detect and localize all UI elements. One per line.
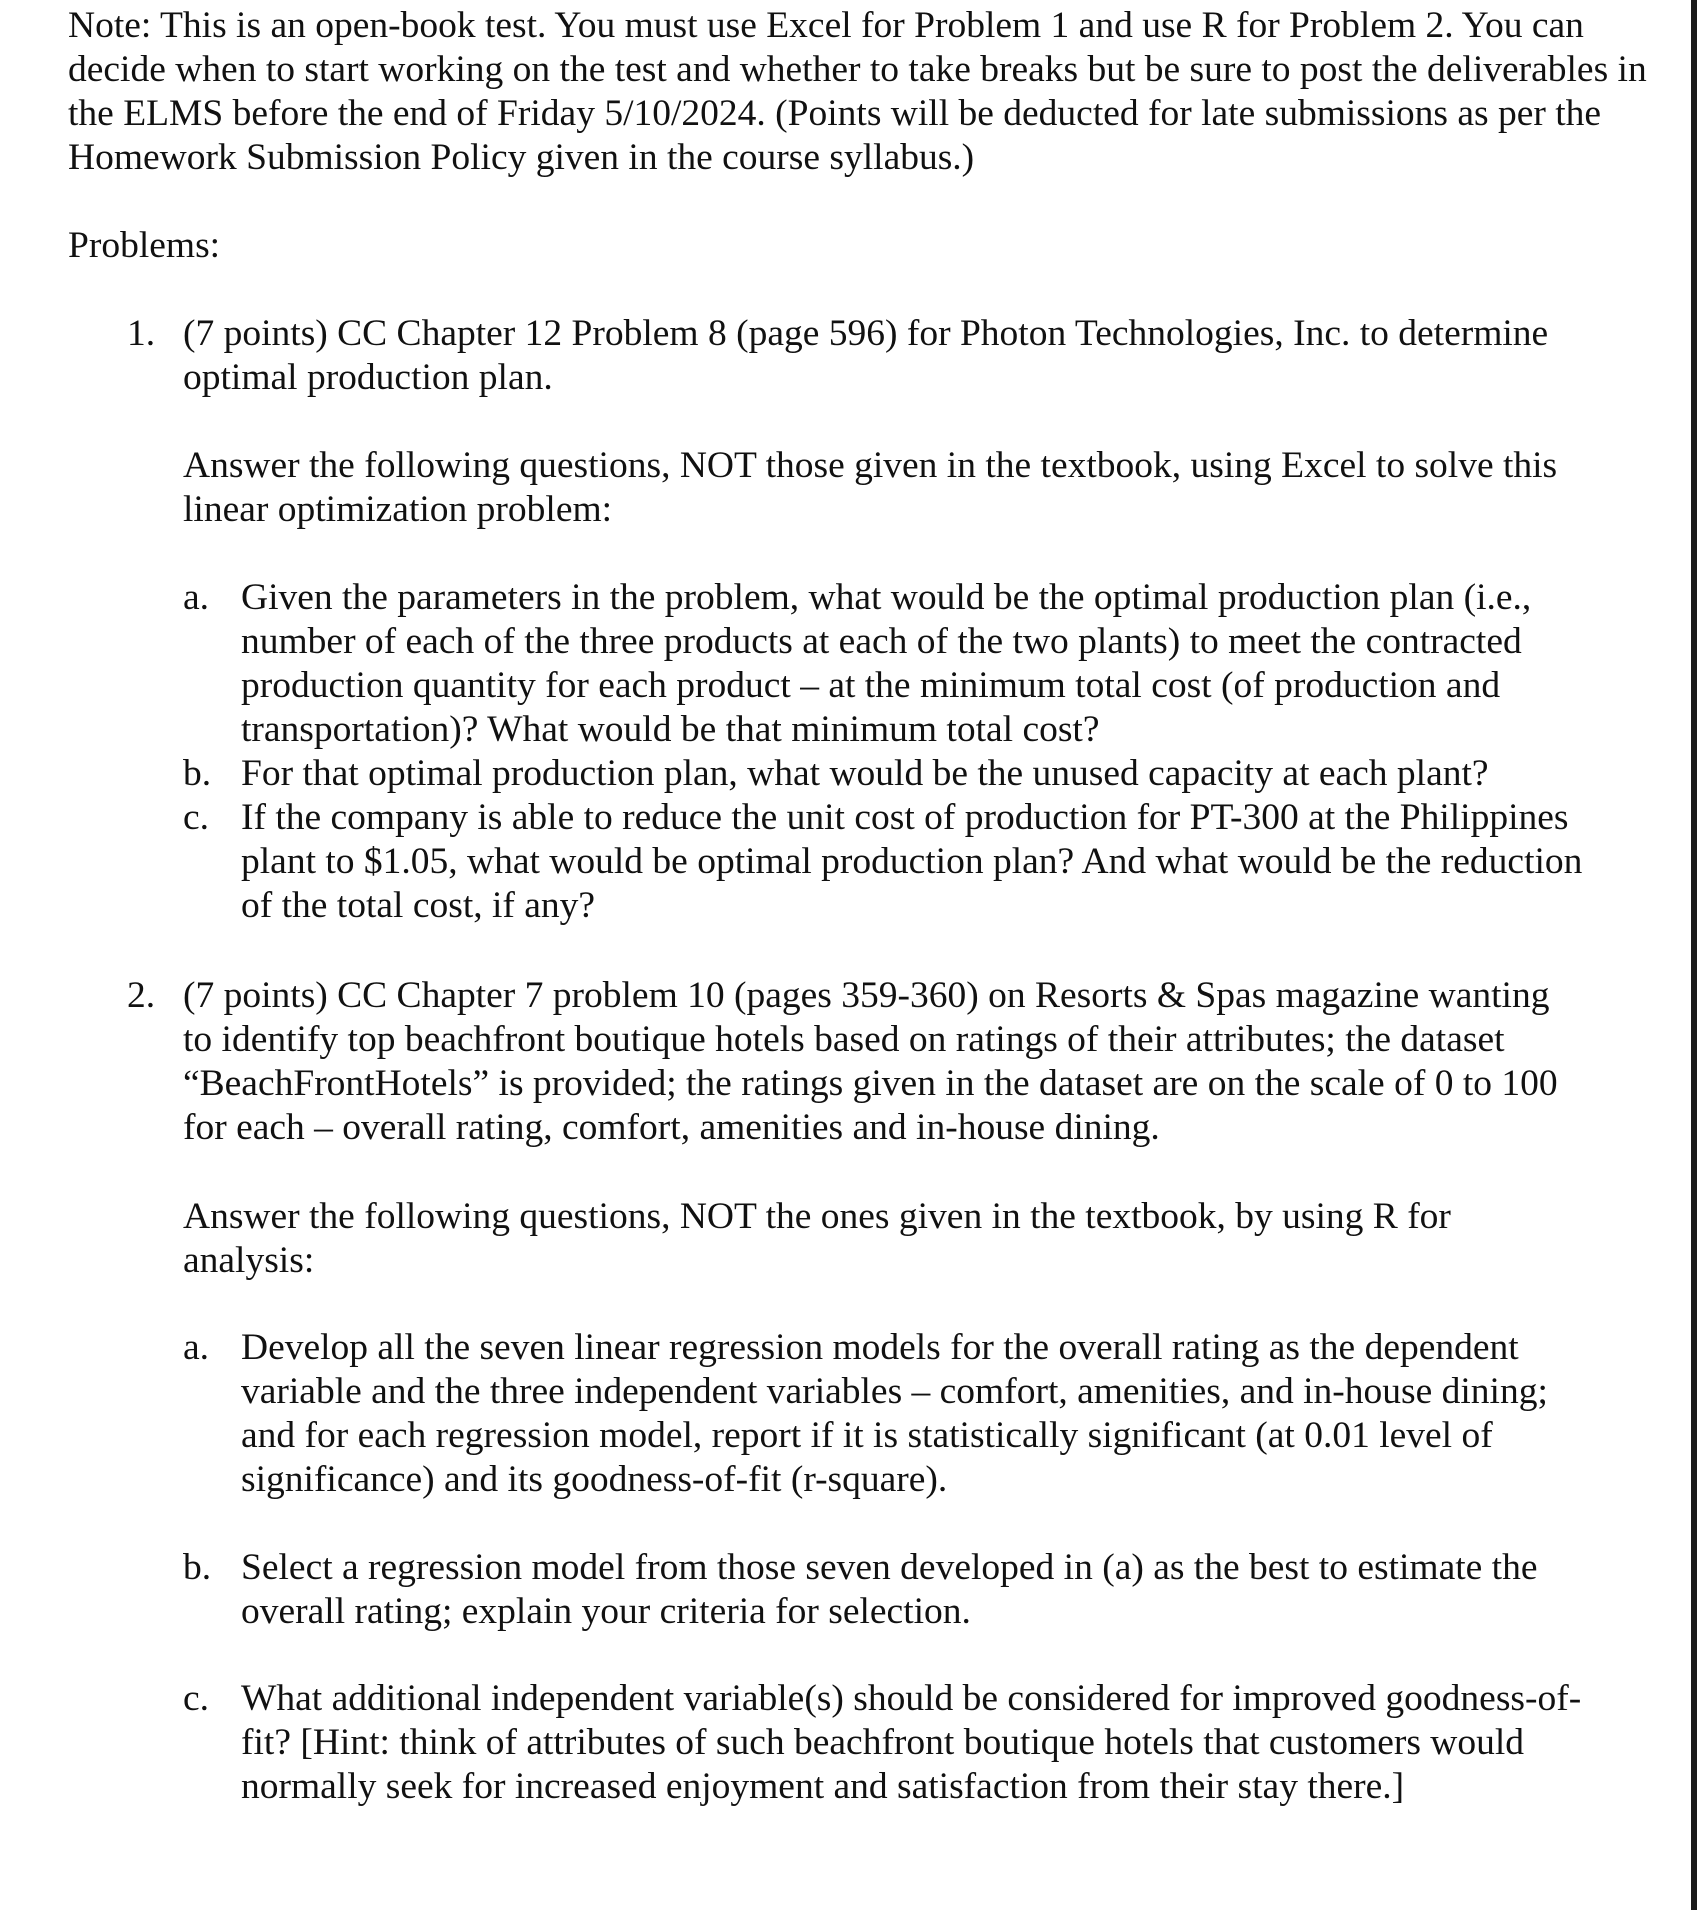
- problem-1-item-c-label: c.: [183, 797, 210, 838]
- problem-1-item-a-label: a.: [183, 577, 210, 618]
- problem-2-text: (7 points) CC Chapter 7 problem 10 (pages 359-360) on Resorts & Spas magazine wanting to identify top beachfront boutique hotels based on ratings of their attributes; the dataset “BeachFrontHotels” is provided; the ratings given in the dataset are on the scale of 0 to 100 for each – overall rating, comfort, amenities and in-house dining.: [183, 975, 1558, 1148]
- problem-1-instruction: Answer the following questions, NOT those given in the textbook, using Excel to solve this linear optimization problem:: [183, 445, 1558, 530]
- problem-1-item-b-label: b.: [183, 753, 212, 794]
- page-edge-border: [1691, 0, 1697, 1910]
- problem-2-item-b-label: b.: [183, 1547, 212, 1588]
- problem-2-number: 2.: [127, 975, 156, 1016]
- problem-2-item-c-text: What additional independent variable(s) should be considered for improved goodness-of-fit? [Hint: think of attributes of such beachfront boutique hotels that customers would normally seek for increased enjoyment and satisfaction from their stay there.]: [241, 1678, 1582, 1807]
- problem-1-number: 1.: [127, 313, 156, 354]
- problem-2-item-b-text: Select a regression model from those seven developed in (a) as the best to estimate the overall rating; explain your criteria for selection.: [241, 1547, 1538, 1632]
- problem-2-item-a-text: Develop all the seven linear regression models for the overall rating as the dependent variable and the three independent variables – comfort, amenities, and in-house dining; and for each regression model, report if it is statistically significant (at 0.01 level of significance) and its goodness-of-fit (r-square).: [241, 1327, 1548, 1500]
- problem-1-item-a-text: Given the parameters in the problem, what would be the optimal production plan (i.e., number of each of the three products at each of the two plants) to meet the contracted production quantity for each product – at the minimum total cost (of production and transportation)? What would be that minimum total cost?: [241, 577, 1532, 750]
- problem-2-item-a-label: a.: [183, 1327, 210, 1368]
- note-paragraph: Note: This is an open-book test. You must use Excel for Problem 1 and use R for Problem 2. You can decide when to start working on the test and whether to take breaks but be sure to post the deliverables in the ELMS before the end of Friday 5/10/2024. (Points will be deducted for late submissions as per the Homework Submission Policy given in the course syllabus.): [68, 5, 1647, 178]
- problems-heading: Problems:: [68, 225, 221, 266]
- problem-1-text: (7 points) CC Chapter 12 Problem 8 (page 596) for Photon Technologies, Inc. to determine optimal production plan.: [183, 313, 1549, 398]
- problem-1-item-b-text: For that optimal production plan, what would be the unused capacity at each plant?: [241, 753, 1489, 794]
- problem-2-instruction: Answer the following questions, NOT the ones given in the textbook, by using R for analysis:: [183, 1196, 1451, 1281]
- problem-2-item-c-label: c.: [183, 1678, 210, 1719]
- problem-1-item-c-text: If the company is able to reduce the unit cost of production for PT-300 at the Philippines plant to $1.05, what would be optimal production plan? And what would be the reduction of the total cost, if any?: [241, 797, 1583, 926]
